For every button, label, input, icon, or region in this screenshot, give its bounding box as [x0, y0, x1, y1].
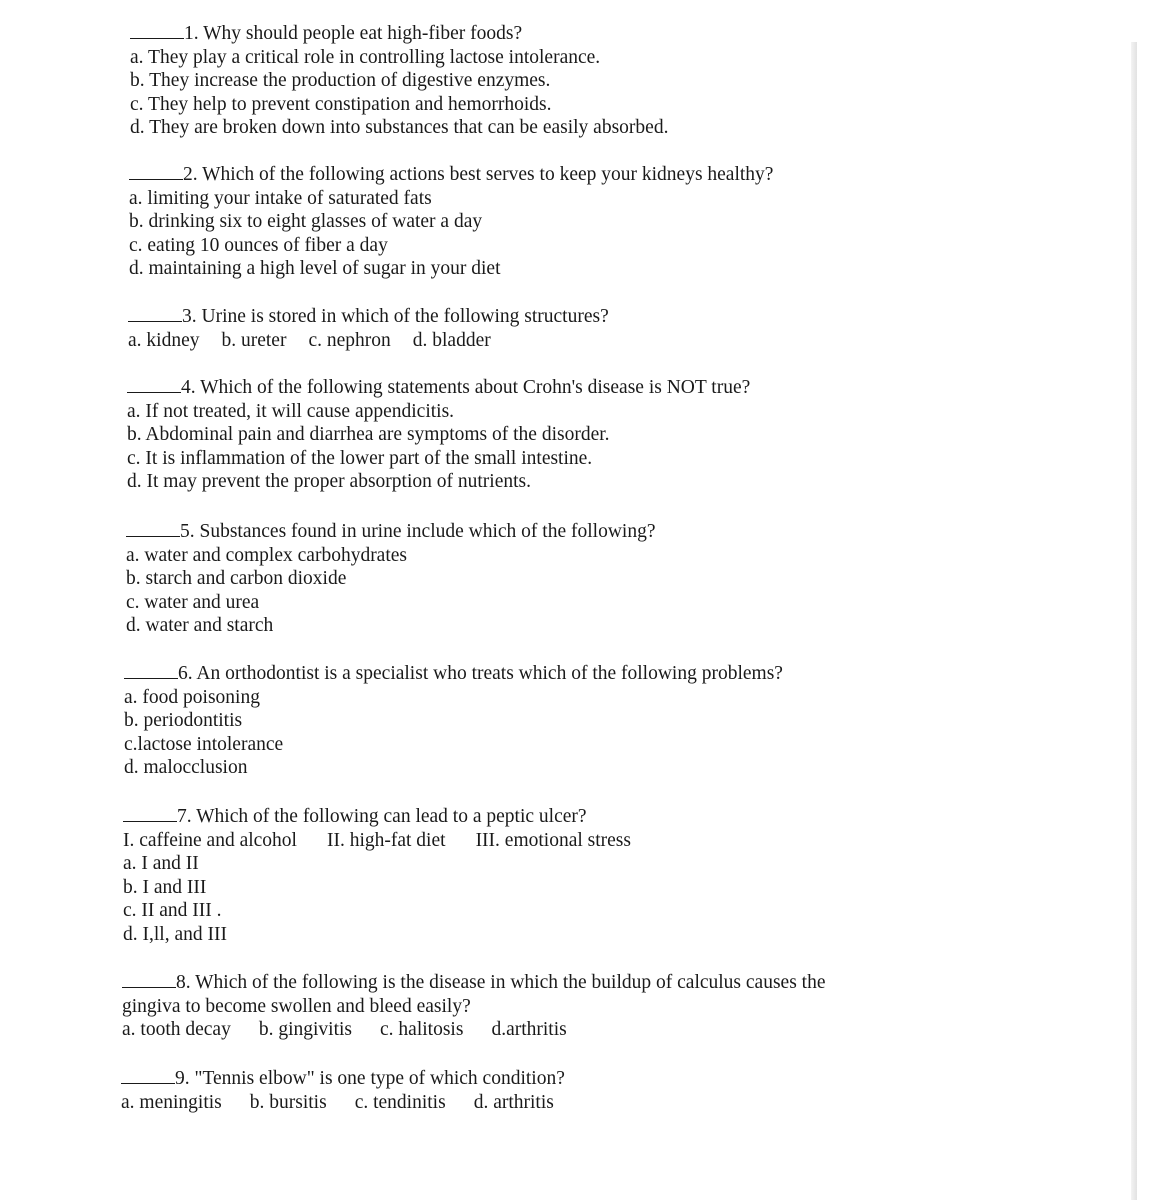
option: a. limiting your intake of saturated fats [129, 187, 432, 209]
option: a. kidney [128, 329, 200, 351]
option: c. eating 10 ounces of fiber a day [129, 234, 388, 256]
question-6 [124, 662, 783, 780]
option: a. meningitis [121, 1091, 222, 1113]
option: b. starch and carbon dioxide [126, 568, 347, 590]
option: c. They help to prevent constipation and hemorrhoids. [130, 93, 552, 115]
question-8 [122, 971, 826, 1042]
question-2 [129, 163, 773, 281]
question-stem: 7. Which of the following can lead to a peptic ulcer? [177, 806, 587, 827]
question-9 [121, 1067, 576, 1114]
roman-statement: II. high-fat diet [326, 829, 446, 851]
option: a. They play a critical role in controlling lactose intolerance. [130, 46, 601, 68]
question-4 [127, 376, 750, 494]
option: c. water and urea [126, 591, 260, 613]
page-edge-shadow [1131, 42, 1137, 1200]
option: b. ureter [221, 329, 287, 351]
option: c. It is inflammation of the lower part of the small intestine. [127, 447, 593, 469]
question-stem: 8. Which of the following is the disease in which the buildup of calculus causes the [176, 972, 826, 993]
option: a. tooth decay [122, 1019, 231, 1041]
option: c.lactose intolerance [124, 733, 284, 755]
option: c. nephron [308, 329, 391, 351]
option: d. They are broken down into substances that can be easily absorbed. [130, 117, 669, 139]
option: d. arthritis [473, 1091, 554, 1113]
option: b. I and III [123, 876, 207, 898]
option: d. bladder [412, 329, 491, 351]
answer-blank[interactable] [126, 521, 180, 537]
option: a. water and complex carbohydrates [126, 544, 407, 566]
question-stem: 4. Which of the following statements about Crohn's disease is NOT true? [181, 377, 751, 398]
answer-blank[interactable] [122, 972, 176, 988]
option: c. II and III . [123, 900, 222, 922]
option: b. gingivitis [258, 1019, 353, 1041]
option: b. Abdominal pain and diarrhea are symptoms of the disorder. [127, 424, 610, 446]
roman-statement: I. caffeine and alcohol [123, 829, 297, 851]
question-5 [126, 520, 655, 638]
option: d.arthritis [491, 1019, 567, 1041]
question-stem: 1. Why should people eat high-fiber foods? [184, 23, 523, 44]
question-stem: 9. "Tennis elbow" is one type of which condition? [175, 1068, 565, 1089]
option: a. If not treated, it will cause appendicitis. [127, 400, 455, 422]
option: b. bursitis [249, 1091, 327, 1113]
question-7 [123, 805, 653, 947]
answer-blank[interactable] [123, 806, 177, 822]
option: a. I and II [123, 853, 199, 875]
option: b. They increase the production of digestive enzymes. [130, 70, 551, 92]
answer-blank[interactable] [130, 23, 184, 39]
option: d. I,ll, and III [123, 923, 227, 945]
question-stem: 2. Which of the following actions best serves to keep your kidneys healthy? [183, 164, 774, 185]
option: c. halitosis [380, 1019, 464, 1041]
option: b. drinking six to eight glasses of water a day [129, 211, 483, 233]
option: b. periodontitis [124, 710, 243, 732]
answer-blank[interactable] [128, 306, 182, 322]
question-3 [128, 305, 609, 352]
question-1 [130, 22, 668, 140]
option: d. malocclusion [124, 757, 248, 779]
answer-blank[interactable] [121, 1068, 175, 1084]
answer-blank[interactable] [124, 663, 178, 679]
option: d. water and starch [126, 615, 274, 637]
question-stem: 5. Substances found in urine include which of the following? [180, 521, 656, 542]
roman-statement: III. emotional stress [475, 829, 631, 851]
question-stem: 6. An orthodontist is a specialist who treats which of the following problems? [178, 663, 783, 684]
answer-blank[interactable] [127, 377, 181, 393]
option: d. It may prevent the proper absorption of nutrients. [127, 471, 531, 493]
option: a. food poisoning [124, 686, 260, 708]
answer-blank[interactable] [129, 164, 183, 180]
option: c. tendinitis [354, 1091, 446, 1113]
option: d. maintaining a high level of sugar in your diet [129, 258, 501, 280]
question-stem: 3. Urine is stored in which of the following structures? [182, 306, 609, 327]
question-stem-continued: gingiva to become swollen and bleed easily? [122, 995, 471, 1017]
